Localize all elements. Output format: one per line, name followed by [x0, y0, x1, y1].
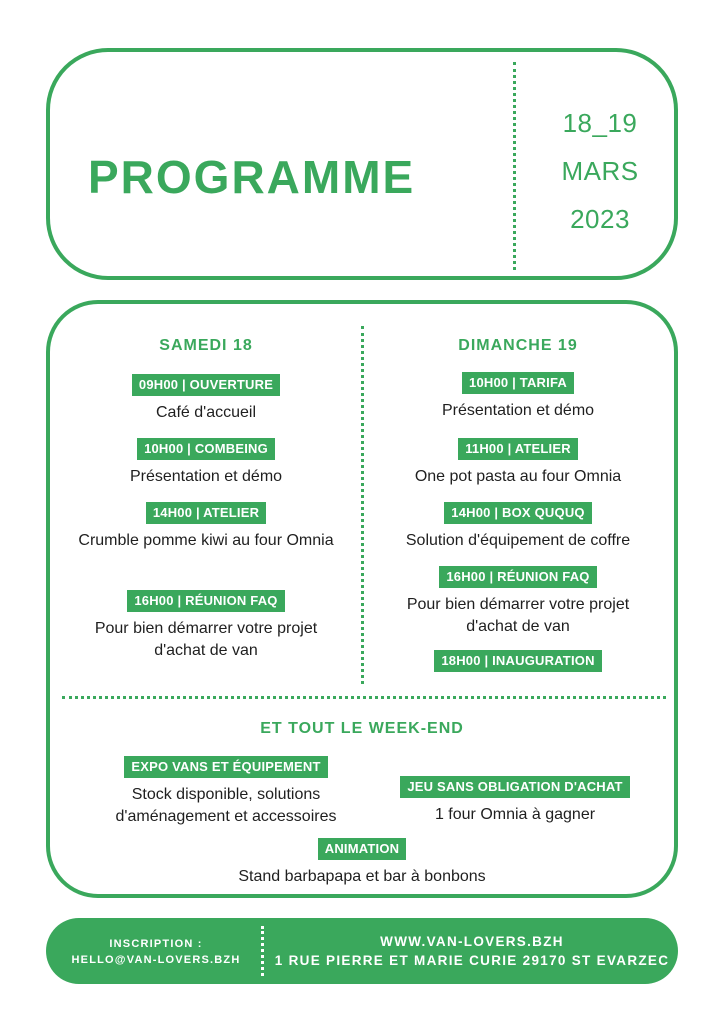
schedule-item — [368, 438, 668, 488]
time-tag: 16H00 | RÉUNION FAQ — [439, 566, 596, 588]
website-link[interactable]: WWW.VAN-LOVERS.BZH — [380, 934, 564, 949]
column-divider — [361, 326, 364, 684]
footer-banner — [46, 918, 678, 984]
activity-tag: EXPO VANS ET ÉQUIPEMENT — [124, 756, 327, 778]
schedule-item — [56, 502, 356, 552]
section-divider — [62, 696, 666, 699]
saturday-title: SAMEDI 18 — [159, 337, 253, 354]
event-description: Solution d'équipement de coffre — [405, 532, 631, 549]
time-tag: 11H00 | ATELIER — [458, 438, 578, 460]
footer-contact — [56, 936, 256, 968]
schedule-item — [368, 566, 668, 638]
activity-description: Stock disponible, solutions d'aménagement et accessoires — [115, 786, 337, 825]
event-year: 2023 — [570, 204, 630, 234]
inscription-label: INSCRIPTION : — [109, 938, 203, 950]
schedule-item — [368, 502, 668, 552]
time-tag: 14H00 | BOX QUQUQ — [444, 502, 591, 524]
weekend-item-expo — [96, 756, 356, 828]
event-description: Crumble pomme kiwi au four Omnia — [78, 532, 334, 549]
page-title: PROGRAMME — [88, 151, 416, 203]
event-description: Présentation et démo — [129, 468, 283, 485]
time-tag: 16H00 | RÉUNION FAQ — [127, 590, 284, 612]
time-tag: 14H00 | ATELIER — [146, 502, 266, 524]
weekend-item-animation — [162, 838, 562, 888]
address-text: 1 RUE PIERRE ET MARIE CURIE 29170 ST EVARZEC — [274, 953, 670, 968]
weekend-item-game — [380, 776, 650, 826]
footer-divider — [261, 926, 264, 976]
time-tag: 10H00 | COMBEING — [137, 438, 275, 460]
activity-tag: ANIMATION — [318, 838, 407, 860]
activity-tag: JEU SANS OBLIGATION D'ACHAT — [400, 776, 629, 798]
event-month: MARS — [561, 156, 639, 186]
event-days: 18_19 — [562, 108, 638, 138]
activity-description: 1 four Omnia à gagner — [434, 806, 596, 823]
activity-description: Stand barbapapa et bar à bonbons — [238, 868, 486, 885]
header-divider — [513, 62, 516, 270]
event-description: Présentation et démo — [441, 402, 595, 419]
schedule-item — [56, 438, 356, 488]
time-tag: 09H00 | OUVERTURE — [132, 374, 280, 396]
footer-info — [274, 932, 670, 970]
event-description: One pot pasta au four Omnia — [414, 468, 622, 485]
schedule-item — [368, 650, 668, 672]
schedule-item — [368, 372, 668, 422]
time-tag: 10H00 | TARIFA — [462, 372, 574, 394]
sunday-title: DIMANCHE 19 — [458, 337, 578, 354]
schedule-item — [56, 374, 356, 424]
email-link[interactable]: HELLO@VAN-LOVERS.BZH — [71, 954, 241, 966]
schedule-card — [46, 300, 678, 898]
event-description: Pour bien démarrer votre projet d'achat de van — [94, 620, 318, 659]
header-card — [46, 48, 678, 280]
time-tag: 18H00 | INAUGURATION — [434, 650, 601, 672]
event-description: Café d'accueil — [156, 404, 256, 421]
event-description: Pour bien démarrer votre projet d'achat de van — [406, 596, 630, 635]
weekend-title: ET TOUT LE WEEK-END — [260, 720, 464, 737]
schedule-item — [56, 590, 356, 662]
